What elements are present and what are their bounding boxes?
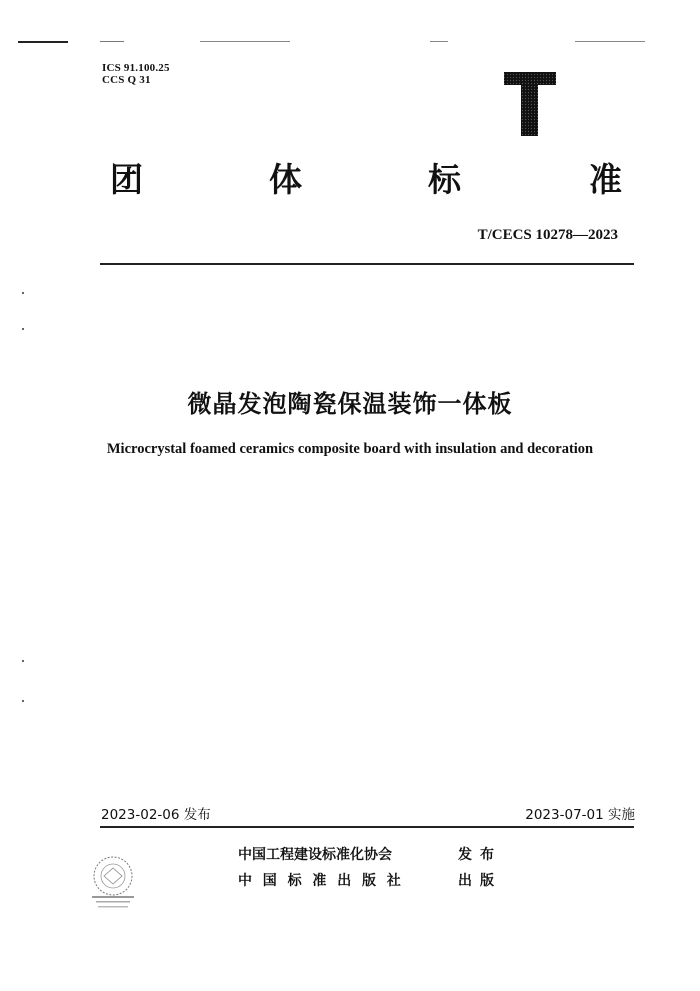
publishing-organization: 中国工程建设标准化协会 [238, 847, 392, 863]
publishing-press: 中国标准出版社 [238, 873, 412, 889]
publisher-seal-stamp [80, 852, 146, 912]
implementation-date: 2023-07-01 实施 [525, 807, 635, 823]
standard-number: T/CECS 10278—2023 [477, 227, 618, 243]
scan-speck [22, 328, 24, 330]
scan-mark [200, 41, 290, 42]
scan-speck [22, 700, 24, 702]
standard-type-heading [0, 160, 700, 200]
scan-mark [430, 41, 448, 42]
standard-type-char: 准 [589, 160, 622, 199]
standard-type-char: 体 [269, 160, 302, 199]
document-title-english: Microcrystal foamed ceramics composite board with insulation and decoration [106, 441, 594, 457]
scan-speck [22, 292, 24, 294]
standard-letter-logo [500, 70, 560, 138]
standard-type-char: 团 [110, 160, 143, 199]
ics-code: ICS 91.100.25 [102, 62, 170, 74]
document-title-chinese: 微晶发泡陶瓷保温装饰一体板 [187, 390, 513, 418]
press-action: 出版 [458, 873, 502, 889]
organization-action: 发布 [458, 847, 502, 863]
issue-date: 2023-02-06 发布 [101, 807, 211, 823]
ccs-code: CCS Q 31 [102, 74, 151, 86]
classification-codes [102, 62, 170, 86]
standard-type-char: 标 [428, 160, 461, 199]
header-divider [100, 263, 634, 265]
scan-mark [575, 41, 645, 42]
scan-mark [100, 41, 124, 42]
scan-speck [22, 660, 24, 662]
footer-divider [100, 826, 634, 828]
scan-mark [18, 41, 68, 43]
